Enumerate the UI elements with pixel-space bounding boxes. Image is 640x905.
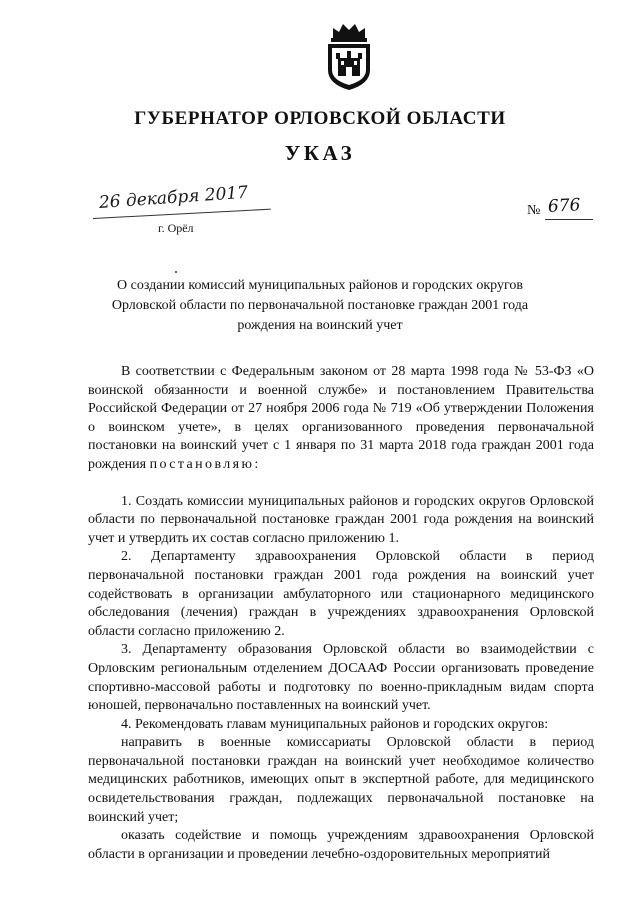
preamble-text: В соответствии с Федеральным законом от 28 марта 1998 года № 53-ФЗ «О воинской обязанности и военной службе» и постановлением Правительства Российской Федерации от 27 ноября 2006 года № 719 «Об утверждении Положения о воинском учете», в целях организованного проведения первоначальной постановки на воинский учет с 1 января по 31 марта 2018 года граждан 2001 года рождения — [88, 364, 594, 472]
document-body — [88, 363, 594, 864]
city-label: г. Орёл — [158, 221, 194, 235]
item-1: 1. Создать комиссии муниципальных районов и городских округов Орловской области по первоначальной постановке граждан 2001 года рождения на воинский учет и утвердить их состав согласно приложению 1. — [88, 493, 594, 546]
number-label: № — [527, 203, 541, 218]
decree-word: постановляю: — [149, 456, 261, 472]
item-4: 4. Рекомендовать главам муниципальных районов и городских округов: — [121, 716, 549, 732]
handwritten-date: 26 декабря 2017 — [98, 182, 249, 213]
coat-of-arms-emblem — [319, 20, 379, 92]
item-4-subpoint-2: оказать содействие и помощь учреждениям здравоохранения Орловской области в организации и проведении лечебно-оздоровительных мероприятий — [88, 828, 594, 862]
number-underline — [545, 219, 593, 220]
item-4-subpoint-1: направить в военные комиссариаты Орловской области в период первоначальной постановки граждан на воинский учет необходимое количество медицинских работников, имеющих опыт в экспертной работе, для медицинского освидетельствования граждан, подлежащих первоначальной постановке на воинский учет; — [88, 735, 594, 825]
handwritten-number: 676 — [547, 195, 581, 217]
item-2: 2. Департаменту здравоохранения Орловской области в период первоначальной постановки граждан 2001 года рождения на воинский учет содействовать в организации амбулаторного или стационарного медицинского обследования (лечения) граждан в учреждениях здравоохранения Орловской области согласно приложению 2. — [88, 549, 594, 639]
preamble-paragraph — [88, 363, 594, 475]
item-3: 3. Департаменту образования Орловской области во взаимодействии с Орловским региональным отделением ДОСААФ России организовать проведение спортивно-массовой работы и подготовку по военно-прикладным видам спорта юношей, первоначально поставленных на воинский учет. — [88, 642, 594, 714]
document-title: О создании комиссий муниципальных районов и городских округов Орловской области по первоначальной постановке граждан 2001 года рождения на воинский учет — [111, 278, 529, 333]
authority-heading: ГУБЕРНАТОР ОРЛОВСКОЙ ОБЛАСТИ — [134, 108, 506, 129]
document-type-heading: УКАЗ — [284, 141, 356, 165]
scan-dot — [175, 271, 177, 273]
